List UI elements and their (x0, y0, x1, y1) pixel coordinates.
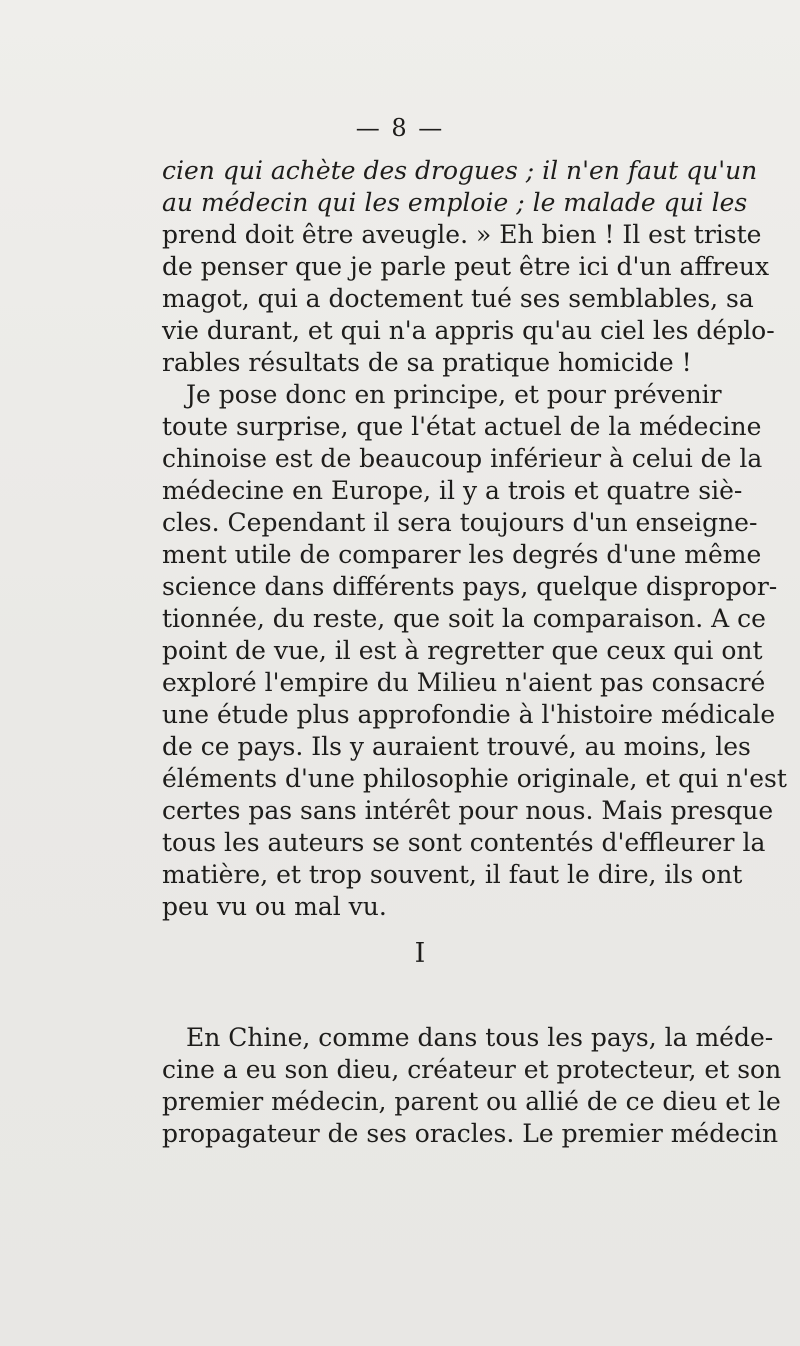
text-line: éléments d'une philosophie originale, et qui n'est (162, 764, 787, 793)
text-line: vie durant, et qui n'a appris qu'au ciel les déplo- (162, 316, 775, 345)
text-line: cine a eu son dieu, créateur et protecteur, et son (162, 1055, 782, 1084)
text-line: ment utile de comparer les degrés d'une même (162, 540, 762, 569)
text-line: matière, et trop souvent, il faut le dire, ils ont (162, 860, 743, 889)
text-line: point de vue, il est à regretter que ceux qui ont (162, 636, 763, 665)
text-line: une étude plus approfondie à l'histoire médicale (162, 700, 776, 729)
text-line: cles. Cependant il sera toujours d'un enseigne- (162, 508, 758, 537)
text-line: tous les auteurs se sont contentés d'effleurer la (162, 828, 766, 857)
text-line: peu vu ou mal vu. (162, 892, 387, 921)
text-line: médecine en Europe, il y a trois et quatre siè- (162, 476, 743, 505)
text-line: propagateur de ses oracles. Le premier médecin (162, 1119, 779, 1148)
text-line: prend doit être aveugle. » Eh bien ! Il est triste (162, 220, 762, 249)
text-line: de ce pays. Ils y auraient trouvé, au moins, les (162, 732, 751, 761)
text-line: de penser que je parle peut être ici d'un affreux (162, 252, 770, 281)
text-line: toute surprise, que l'état actuel de la médecine (162, 412, 762, 441)
page-number: — 8 — (355, 114, 445, 142)
text-line: En Chine, comme dans tous les pays, la méde- (186, 1023, 774, 1052)
text-line: premier médecin, parent ou allié de ce dieu et le (162, 1087, 781, 1116)
text-line: tionnée, du reste, que soit la comparaison. A ce (162, 604, 766, 633)
text-line: chinoise est de beaucoup inférieur à celui de la (162, 444, 763, 473)
section-heading: I (414, 938, 426, 969)
text-line: au médecin qui les emploie ; le malade qui les (162, 188, 748, 217)
text-line: Je pose donc en principe, et pour prévenir (186, 380, 722, 409)
text-line: rables résultats de sa pratique homicide ! (162, 348, 692, 377)
text-line: science dans différents pays, quelque dispropor- (162, 572, 778, 601)
text-line: exploré l'empire du Milieu n'aient pas consacré (162, 668, 766, 697)
text-line: certes pas sans intérêt pour nous. Mais presque (162, 796, 774, 825)
text-line: magot, qui a doctement tué ses semblables, sa (162, 284, 754, 313)
text-line: cien qui achète des drogues ; il n'en faut qu'un (162, 156, 758, 185)
